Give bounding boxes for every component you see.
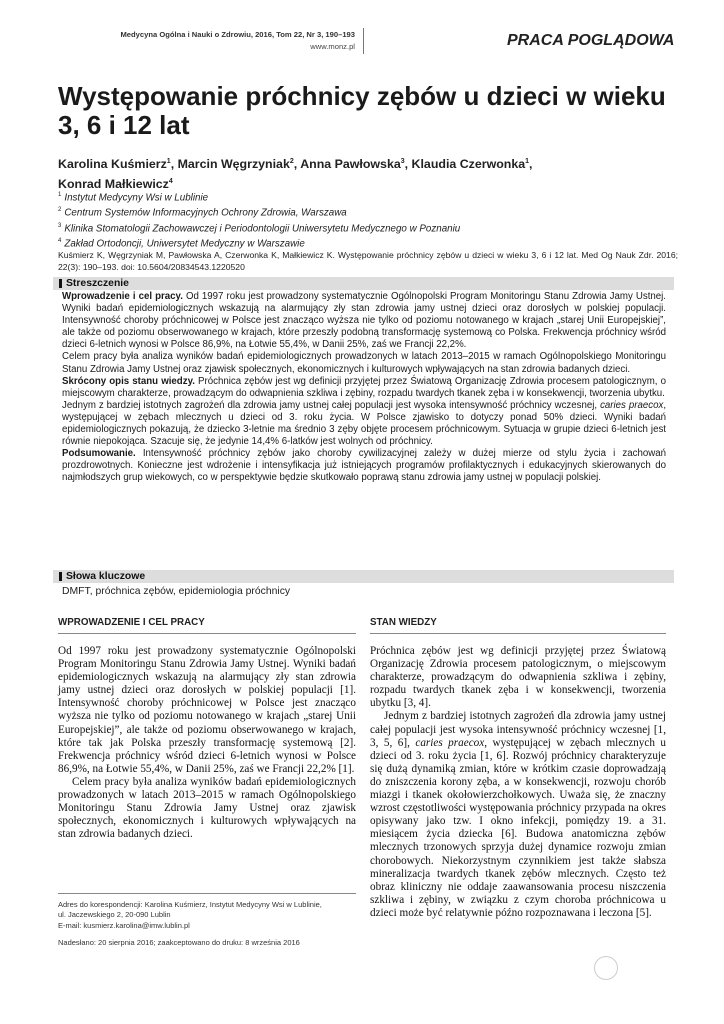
abstract-heading: Streszczenie xyxy=(66,278,129,289)
section-marker-icon xyxy=(59,572,62,581)
header-divider xyxy=(363,28,364,54)
left-column-body xyxy=(58,645,356,841)
author-affiliation-mark: 1 xyxy=(166,158,171,165)
article-title: Występowanie próchnicy zębów u dzieci w wieku 3, 6 i 12 lat xyxy=(58,81,666,140)
keywords-heading: Słowa kluczowe xyxy=(66,571,146,582)
paragraph: Próchnica zębów jest wg definicji przyjętej przez Światową Organizację Zdrowia procesem patologicznym, o miejscowym charakterze, prowadzącym do odwapnienia szkliwa i zębiny, rozpadu twardych tkanek zęba i w konsekwencji, tworzenia ubytku [3, 4]. xyxy=(370,645,666,710)
submission-dates: Nadesłano: 20 sierpnia 2016; zaakceptowano do druku: 8 września 2016 xyxy=(58,938,300,947)
correspondence: Adres do korespondencji: Karolina Kuśmierz, Instytut Medycyny Wsi w Lublinie, ul. Jaczewskiego 2, 20-090 Lublin E-mail: kusmierz.karolina@imw.lublin.pl xyxy=(58,900,356,931)
journal-url[interactable]: www.monz.pl xyxy=(310,42,355,51)
author-affiliation-mark: 2 xyxy=(289,158,294,165)
author-affiliation-mark: 4 xyxy=(168,178,173,186)
affiliation: $^2$ Centrum Systemów Informacyjnych Ochrony Zdrowia, Warszawa xyxy=(58,207,347,219)
affiliation-list xyxy=(58,189,678,251)
affiliation: $^3$ Klinika Stomatologii Zachowawczej i Periodontologii Uniwersytetu Medycznego w Poznaniu xyxy=(58,222,461,235)
author: Marcin Węgrzyniak xyxy=(177,157,290,172)
abstract-state: Skrócony opis stanu wiedzy. Próchnica zębów jest wg definicji przyjętej przez Światową Organizację Zdrowia procesem patologicznym, o miejscowym charakterze, prowadzącym do odwapnienia szkliwa i zębiny, rozpadu twardych tkanek zęba i w konsekwencji, tworzenia ubytku. xyxy=(62,375,666,399)
author: Klaudia Czerwonka xyxy=(411,157,526,172)
footnote-rule xyxy=(58,893,356,894)
section-heading-introduction: WPROWADZENIE I CEL PRACY xyxy=(58,617,205,628)
keywords-heading-bar xyxy=(53,570,674,583)
journal-info: Medycyna Ogólna i Nauki o Zdrowiu, 2016, Tom 22, Nr 3, 190–193 xyxy=(120,30,355,39)
abstract-heading-bar xyxy=(53,277,674,290)
paragraph: Od 1997 roku jest prowadzony systematycznie Ogólnopolski Program Monitoringu Stanu Zdrowia Jamy Ustnej. Wyniki badań epidemiologicznych wskazują na alarmujący zły stan zdrowia jamy ustnej dzieci oraz dorosłych w polskiej populacji [1]. Intensywność choroby próchnicowej w Polsce jest znacząco wyższa nie tylko od poziomu notowanego w krajach „starej Unii Europejskiej”, ale także od poziomu obserwowanego w krajach, które tak jak Polska przeszły transformację systemową [2]. Frekwencja próchnicy wśród dzieci 6-letnich wynosi w Polsce 86,9%, na Łotwie 55,4%, w Danii 25%, zaś we Francji 22,2% [1]. xyxy=(58,645,356,775)
watermark-icon xyxy=(594,956,618,980)
abstract-body xyxy=(62,291,666,485)
section-heading-state: STAN WIEDZY xyxy=(370,617,437,628)
paragraph: Celem pracy była analiza wyników badań epidemiologicznych prowadzonych w latach 2013–2015 w ramach Ogólnopolskiego Monitoringu Stanu Zdrowia Jamy Ustnej oraz zjawisk społecznych, ekonomicznych i kulturowych wpływających na stan zdrowia badanych dzieci. xyxy=(58,775,356,841)
heading-rule xyxy=(370,633,666,634)
paragraph: Jednym z bardziej istotnych zagrożeń dla zdrowia jamy ustnej całej populacji jest wysoka intensywność próchnicy wczesnej [1, 3, 5, 6], caries praecox, występującej w zębach mlecznych u dzieci od 3. roku życia [1, 6]. Rozwój próchnicy charakteryzuje się dużą dynamiką zmian, które w krótkim czasie doprowadzają do zniszczenia korony zęba, a w konsekwencji, rozwoju chorób miazgi i tkanek okołowierzchołkowych. Uważa się, że znaczny wzrost częstotliwości występowania próchnicy przypada na okres opisywany jako tzw. I okno infekcji, pomiędzy 19. a 31. miesiącem życia dziecka [6]. Budowa anatomiczna zębów mlecznych trzonowych sprzyja dużej dynamice rozwoju zmian chorobowych. Niekorzystnym czynnikiem jest także słabsza mineralizacja twardych tkanek zębów mlecznych. Często też obraz kliniczny nie oddaje zaawansowania procesu niszczenia szkliwa i zębiny, w związku z czym choroba próchnicowa u dzieci może być relatywnie późno rozpoznawana i leczona [5]. xyxy=(370,710,667,919)
section-marker-icon xyxy=(59,279,62,288)
author-affiliation-mark: 1 xyxy=(525,158,530,165)
author-list: Karolina Kuśmierz$^1$, Marcin Węgrzyniak$^2$, Anna Pawłowska$^3$, Klaudia Czerwonka$^1$, Konrad Małkiewicz$^4$ xyxy=(58,157,533,192)
affiliation: $^4$ Zakład Ortodoncji, Uniwersytet Medyczny w Warszawie xyxy=(58,238,305,250)
citation: Kuśmierz K, Węgrzyniak M, Pawłowska A, Czerwonka K, Małkiewicz K. Występowanie próchnicy zębów u dzieci w wieku 3, 6 i 12 lat. Med Og Nauk Zdr. 2016; 22(3): 190–193. doi: 10.5604/20834543.1220520 xyxy=(58,250,678,272)
article-category: PRACA POGLĄDOWA xyxy=(507,32,675,49)
email-link[interactable]: E-mail: kusmierz.karolina@imw.lublin.pl xyxy=(58,920,190,930)
right-column-body xyxy=(370,645,666,920)
author: Karolina Kuśmierz xyxy=(58,157,167,172)
author: Konrad Małkiewicz xyxy=(58,177,169,192)
keywords-text: DMFT, próchnica zębów, epidemiologia próchnicy xyxy=(62,586,291,597)
affiliation: $^1$ Instytut Medycyny Wsi w Lublinie xyxy=(58,192,209,204)
abstract-state-2: Jednym z bardziej istotnych zagrożeń dla zdrowia jamy ustnej całej populacji jest wysoka intensywność próchnicy wczesnej, caries praecox, występującej w zębach mlecznych u dzieci od 3. roku życia. W Polsce zjawisko to dotyczy ponad 50% dzieci. Wyniki badań epidemiologicznych pokazują, że dziecko 3-letnie ma średnio 3 zęby objęte procesem próchnicowym. Sytuacja w grupie dzieci 6-letnich jest równie niepokojąca. Szacuje się, że jedynie 14,4% 6-latków jest wolnych od próchnicy. xyxy=(62,399,667,448)
abstract-aim: Celem pracy była analiza wyników badań epidemiologicznych prowadzonych w latach 2013–2015 w ramach Ogólnopolskiego Monitoringu Stanu Zdrowia Jamy Ustnej oraz zjawisk społecznych, ekonomicznych i kulturowych wpływających na stan zdrowia badanych dzieci. xyxy=(62,351,666,375)
author-affiliation-mark: 3 xyxy=(400,158,405,165)
heading-rule xyxy=(58,633,356,634)
abstract-intro: Wprowadzenie i cel pracy. Od 1997 roku jest prowadzony systematycznie Ogólnopolski Program Monitoringu Stanu Zdrowia Jamy Ustnej. Wyniki badań epidemiologicznych wskazują na alarmujący zły stan zdrowia jamy ustnej dzieci oraz dorosłych w polskiej populacji. Intensywność choroby próchnicowej w Polsce jest znacząco wyższa nie tylko od poziomu notowanego w krajach „starej Unii Europejskiej”, ale także od poziomu obserwowanego w krajach, które przeszły podobną transformację systemową co Polska. Frekwencja próchnicy wśród dzieci 6-letnich wynosi w Polsce 86,9%, na Łotwie 55,4%, w Danii 25%, zaś we Francji 22,2%. xyxy=(62,291,666,351)
author: Anna Pawłowska xyxy=(300,157,401,172)
abstract-summary: Podsumowanie. Intensywność próchnicy zębów jako choroby cywilizacyjnej zależy w dużej mierze od stylu życia i zachowań prozdrowotnych. Konieczne jest wdrożenie i intensyfikacja już istniejących programów profilaktycznych i edukacyjnych skierowanych do najmłodszych grup wiekowych, co w perspektywie będzie skutkowało poprawą stanu zdrowia jamy ustnej w populacji polskiej. xyxy=(62,448,666,484)
